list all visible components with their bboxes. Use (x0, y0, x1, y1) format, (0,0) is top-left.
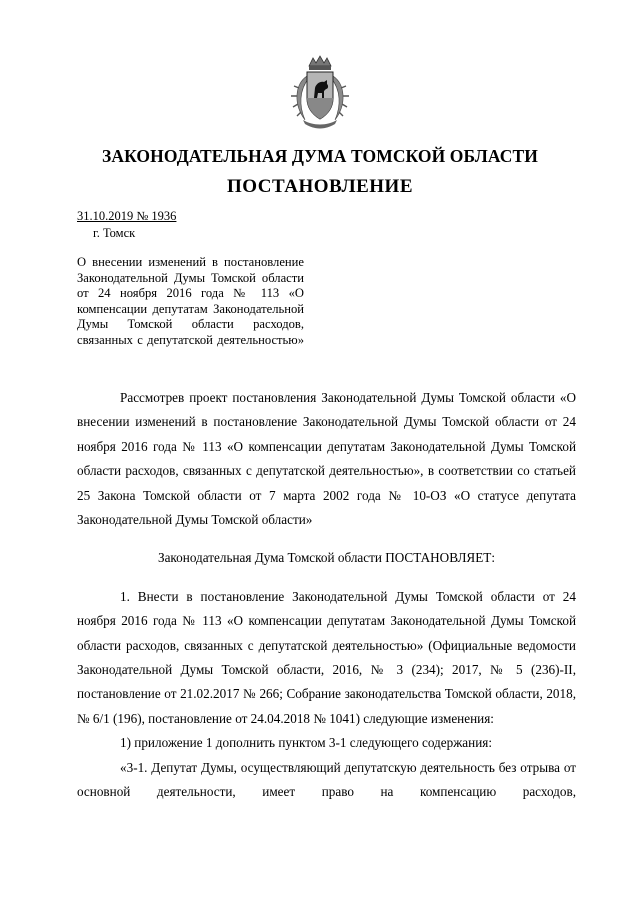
document-body (77, 386, 576, 805)
document-number-date: 31.10.2019 № 1936 (77, 209, 177, 223)
item-1-paragraph: 1. Внести в постановление Законодательной Думы Томской области от 24 ноября 2016 года № 113 «О компенсации депутатам Законодательной Думы Томской области расходов, связанных с депутатской деятельностью» (Официальные ведомости Законодательной Думы Томской области, 2016, № 3 (234); 2017, № 5 (236)-II, постановление от 21.02.2017 № 266; Собрание законодательства Томской области, 2018, № 6/1 (196), постановление от 24.04.2018 № 1041) следующие изменения: (77, 588, 576, 726)
resolves-paragraph: Законодательная Дума Томской области ПОСТАНОВЛЯЕТ: (157, 550, 496, 566)
coat-of-arms-icon (287, 54, 353, 130)
document-place: г. Томск (93, 226, 136, 240)
preamble-paragraph: Рассмотрев проект постановления Законодательной Думы Томской области «О внесении изменений в постановление Законодательной Думы Томской области от 24 ноября 2016 года № 113 «О компенсации депутатам Законодательной Думы Томской области расходов, связанных с депутатской деятельностью», в соответствии со статьей 25 Закона Томской области от 7 марта 2002 года № 10-ОЗ «О статусе депутата Законодательной Думы Томской области» (77, 390, 576, 528)
quote-paragraph: «3-1. Депутат Думы, осуществляющий депутатскую деятельность без отрыва от основной деятельности, имеет право на компенсацию расходов, (77, 759, 576, 800)
document-subject: О внесении изменений в постановление Законодательной Думы Томской области от 24 ноября 2016 года № 113 «О компенсации депутатам Законодательной Думы Томской области расходов, связанных с депутатской деятельностью» (77, 255, 304, 347)
organization-title: ЗАКОНОДАТЕЛЬНАЯ ДУМА ТОМСКОЙ ОБЛАСТИ (102, 146, 538, 166)
document-type-title: ПОСТАНОВЛЕНИЕ (226, 176, 414, 197)
subitem-1-paragraph: 1) приложение 1 дополнить пунктом 3-1 следующего содержания: (120, 735, 493, 751)
